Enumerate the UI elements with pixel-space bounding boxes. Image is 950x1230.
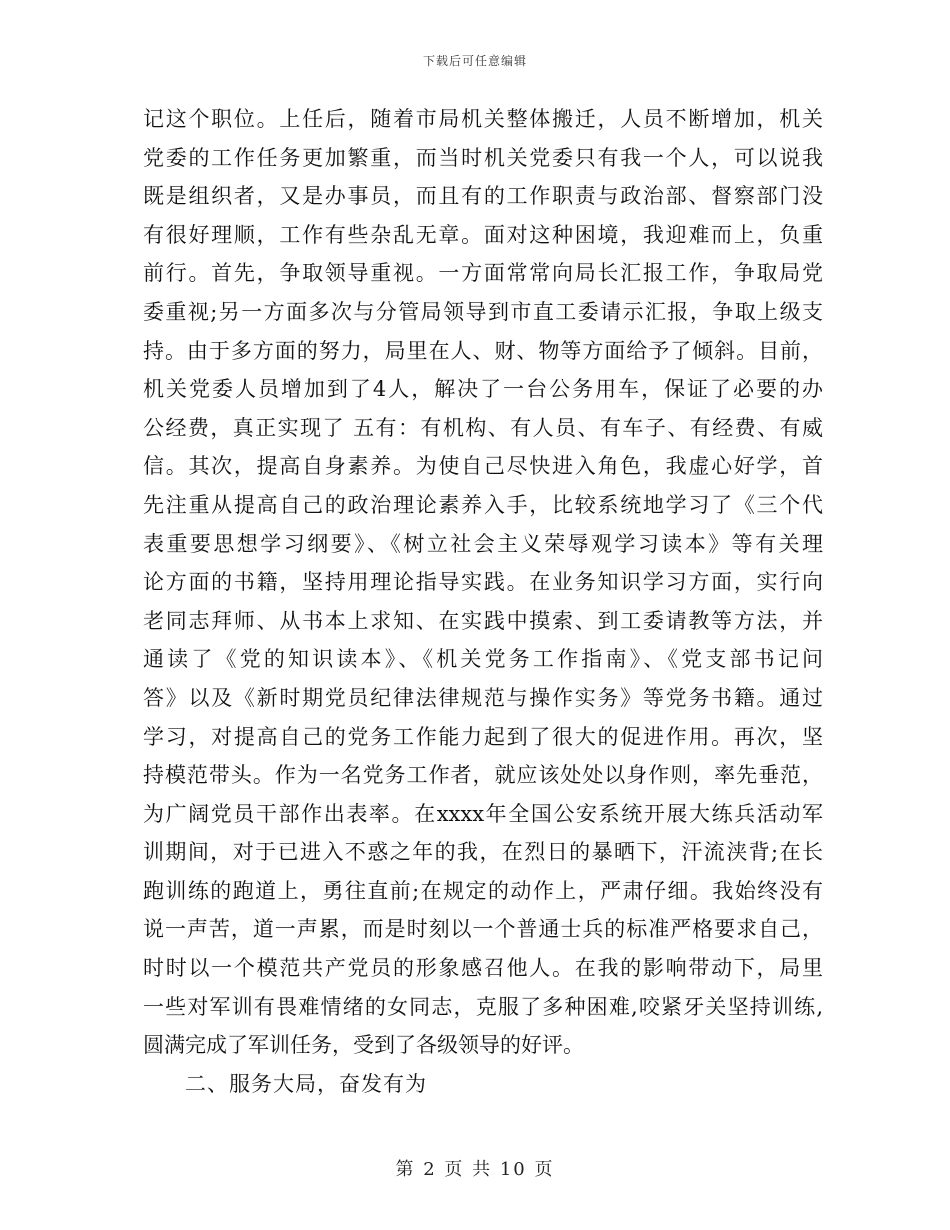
paragraph-line: 论方面的书籍，坚持用理论指导实践。在业务知识学习方面，实行向 (143, 570, 823, 595)
paragraph-line: 记这个职位。上任后，随着市局机关整体搬迁，人员不断增加，机关 (143, 107, 823, 131)
paragraph-line: 表重要思想学习纲要》、《树立社会主义荣辱观学习读本》等有关理 (143, 531, 823, 556)
paragraph-line: 党委的工作任务更加繁重，而当时机关党委只有我一个人，可以说我 (143, 145, 823, 170)
paragraph-line: 公经费，真正实现了 五有：有机构、有人员、有车子、有经费、有威 (143, 415, 823, 440)
paragraph-line: 一些对军训有畏难情绪的女同志，克服了多种困难,咬紧牙关坚持训练, (143, 994, 823, 1019)
page-number-footer: 第 2 页 共 10 页 (395, 1159, 555, 1180)
body-text (143, 100, 823, 1103)
paragraph-line: 学习，对提高自己的党务工作能力起到了很大的促进作用。再次，坚 (143, 724, 823, 749)
paragraph-line: 先注重从提高自己的政治理论素养入手，比较系统地学习了《三个代 (143, 492, 823, 517)
paragraph-line: 前行。首先，争取领导重视。一方面常常向局长汇报工作，争取局党 (143, 261, 823, 286)
paragraph-line: 训期间，对于已进入不惑之年的我，在烈日的暴晒下，汗流浃背;在长 (143, 840, 823, 865)
paragraph-line: 机关党委人员增加到了4人，解决了一台公务用车，保证了必要的办 (143, 377, 823, 402)
paragraph-line: 有很好理顺，工作有些杂乱无章。面对这种困境，我迎难而上，负重 (143, 222, 823, 247)
paragraph-line: 说一声苦，道一声累，而是时刻以一个普通士兵的标准严格要求自己， (143, 917, 823, 942)
paragraph-line: 持模范带头。作为一名党务工作者，就应该处处以身作则，率先垂范， (143, 763, 823, 788)
paragraph-line: 委重视;另一方面多次与分管局领导到市直工委请示汇报，争取上级支 (143, 299, 823, 324)
section-heading: 二、服务大局，奋发有为 (185, 1071, 427, 1096)
paragraph-line: 跑训练的跑道上，勇往直前;在规定的动作上，严肃仔细。我始终没有 (143, 878, 823, 903)
paragraph-line: 通读了《党的知识读本》、《机关党务工作指南》、《党支部书记问 (143, 647, 823, 672)
paragraph-line: 答》以及《新时期党员纪律法律规范与操作实务》等党务书籍。通过 (143, 685, 823, 710)
paragraph-line-last: 圆满完成了军训任务，受到了各级领导的好评。 (143, 1033, 584, 1058)
page-header: 下载后可任意编辑 (422, 54, 527, 68)
paragraph-line: 持。由于多方面的努力，局里在人、财、物等方面给予了倾斜。目前， (143, 338, 823, 363)
paragraph-line: 信。其次，提高自身素养。为使自己尽快进入角色，我虚心好学，首 (143, 454, 823, 479)
paragraph-line: 时时以一个模范共产党员的形象感召他人。在我的影响带动下，局里 (143, 956, 823, 981)
paragraph-line: 老同志拜师、从书本上求知、在实践中摸索、到工委请教等方法，并 (143, 608, 823, 633)
paragraph-line: 为广阔党员干部作出表率。在xxxx年全国公安系统开展大练兵活动军 (143, 801, 823, 826)
paragraph-line: 既是组织者，又是办事员，而且有的工作职责与政治部、督察部门没 (143, 184, 823, 209)
